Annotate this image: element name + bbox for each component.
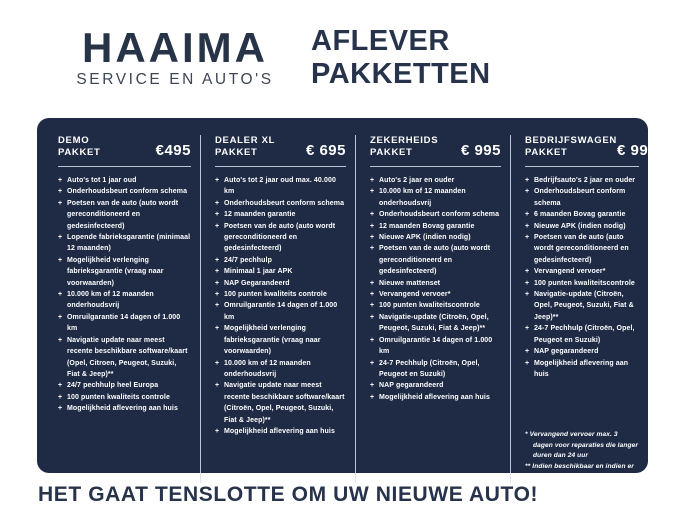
package-items	[370, 175, 501, 403]
package-item: + Nieuwe mattenset	[370, 278, 501, 289]
package-name-line1: ZEKERHEIDS	[370, 135, 439, 146]
page-title	[311, 25, 491, 91]
package-name-line2: PAKKET	[525, 147, 568, 158]
package-name-line1: DEALER XL	[215, 135, 276, 146]
package-item: + 100 punten kwaliteits controle	[58, 392, 191, 403]
package-items	[525, 175, 639, 380]
package-items	[58, 175, 191, 415]
package-name-line2: PAKKET	[58, 147, 101, 158]
package-column-demo	[37, 135, 200, 483]
package-header	[58, 135, 191, 167]
package-price: € 695	[305, 142, 346, 159]
package-item: + Mogelijkheid aflevering aan huis	[215, 426, 346, 437]
package-item: + Vervangend vervoer*	[370, 289, 501, 300]
package-name	[525, 135, 617, 159]
package-item: + Mogelijkheid aflevering aan huis	[370, 392, 501, 403]
package-item: + Omruilgarantie 14 dagen of 1.000 km	[370, 335, 501, 358]
haaima-logo	[60, 26, 290, 89]
package-item: + Poetsen van de auto (auto wordt gereconditioneerd en gedesinfecteerd)	[370, 243, 501, 277]
package-item: + Auto's 2 jaar en ouder	[370, 175, 501, 186]
package-item: + Navigatie update naar meest recente beschikbare software/kaart (Opel, Citroen, Peugeot, Suzuki, Fiat & Jeep)**	[58, 335, 191, 381]
package-column-bedrijfswagen	[510, 135, 658, 483]
package-item: + Navigatie-update (Citroën, Opel, Peugeot, Suzuki, Fiat & Jeep)**	[525, 289, 639, 323]
footnote-vervangend-vervoer: * Vervangend vervoer max. 3 dagen voor reparaties die langer duren dan 24 uur	[525, 431, 639, 460]
package-item: + Onderhoudsbeurt conform schema	[525, 186, 639, 209]
package-item: + Navigatie update naar meest recente beschikbare software/kaart (Citroën, Opel, Peugeot, Suzuki, Fiat & Jeep)**	[215, 380, 346, 426]
package-item: + Mogelijkheid aflevering aan huis	[58, 403, 191, 414]
package-item: + Mogelijkheid verlenging fabrieksgarantie (vraag naar voorwaarden)	[215, 323, 346, 357]
page-title-line1: AFLEVER	[311, 25, 450, 57]
package-header	[215, 135, 346, 167]
package-item: + Omruilgarantie 14 dagen of 1.000 km	[215, 300, 346, 323]
footnotes	[525, 430, 639, 483]
package-item: + Omruilgarantie 14 dagen of 1.000 km	[58, 312, 191, 335]
footnote-navigatie: ** Indien beschikbaar en indien er navigatie in de auto zit.	[525, 462, 634, 481]
packages-panel	[37, 118, 658, 481]
package-price: € 995	[616, 142, 658, 159]
package-item: + Auto's tot 2 jaar oud max. 40.000 km	[215, 175, 346, 198]
logo-subtitle: SERVICE EN AUTO'S	[76, 71, 274, 88]
package-header	[370, 135, 501, 167]
package-item: + 12 maanden garantie	[215, 209, 346, 220]
package-name-line1: DEMO	[58, 135, 90, 146]
package-item: + Nieuwe APK (indien nodig)	[525, 221, 639, 232]
package-item: + 24-7 Pechhulp (Citroën, Opel, Peugeot en Suzuki)	[525, 323, 639, 346]
package-item: + Bedrijfsauto's 2 jaar en ouder	[525, 175, 639, 186]
package-item: + NAP gegarandeerd	[370, 380, 501, 391]
package-name	[370, 135, 438, 159]
package-item: + 10.000 km of 12 maanden onderhoudsvrij	[370, 186, 501, 209]
package-item: + Onderhoudsbeurt conform schema	[370, 209, 501, 220]
package-item: + Mogelijkheid verlenging fabrieksgarantie (vraag naar voorwaarden)	[58, 255, 191, 289]
logo-title: HAAIMA	[82, 24, 268, 71]
package-name	[215, 135, 275, 159]
package-item: + 10.000 km of 12 maanden onderhoudsvrij	[58, 289, 191, 312]
package-header	[525, 135, 658, 167]
package-item: + NAP Gegarandeerd	[215, 278, 346, 289]
package-item: + Poetsen van de auto (auto wordt gereconditioneerd en gedesinfecteerd)	[525, 232, 639, 266]
package-item: + 100 punten kwaliteitscontrole	[370, 300, 501, 311]
package-item: + 12 maanden Bovag garantie	[370, 221, 501, 232]
package-item: + Minimaal 1 jaar APK	[215, 266, 346, 277]
package-price: € 995	[460, 142, 501, 159]
bottom-tagline: HET GAAT TENSLOTTE OM UW NIEUWE AUTO!	[38, 483, 539, 506]
package-column-zekerheids	[355, 135, 510, 483]
package-item: + 10.000 km of 12 maanden onderhoudsvrij	[215, 358, 346, 381]
package-name-line1: BEDRIJFSWAGEN	[525, 135, 617, 146]
package-price: €495	[155, 142, 191, 159]
page-title-line2: PAKKETTEN	[311, 58, 491, 90]
package-item: + Auto's tot 1 jaar oud	[58, 175, 191, 186]
package-items	[215, 175, 346, 437]
package-item: + Poetsen van de auto (auto wordt gereconditioneerd en gedesinfecteerd)	[215, 221, 346, 255]
package-item: + Navigatie-update (Citroën, Opel, Peugeot, Suzuki, Fiat & Jeep)**	[370, 312, 501, 335]
package-item: + 100 punten kwaliteits controle	[215, 289, 346, 300]
package-item: + Onderhoudsbeurt conform schema	[215, 198, 346, 209]
package-item: + Poetsen van de auto (auto wordt gereconditioneerd en gedesinfecteerd)	[58, 198, 191, 232]
package-item: + 24/7 pechhulp heel Europa	[58, 380, 191, 391]
package-name-line2: PAKKET	[370, 147, 413, 158]
package-item: + Onderhoudsbeurt conform schema	[58, 186, 191, 197]
package-name	[58, 135, 101, 159]
package-item: + 100 punten kwaliteitscontrole	[525, 278, 639, 289]
package-item: + 24-7 Pechhulp (Citroën, Opel, Peugeot en Suzuki)	[370, 358, 501, 381]
package-item: + 6 maanden Bovag garantie	[525, 209, 639, 220]
package-item: + 24/7 pechhulp	[215, 255, 346, 266]
package-name-line2: PAKKET	[215, 147, 258, 158]
package-column-dealer-xl	[200, 135, 355, 483]
package-item: + NAP gegarandeerd	[525, 346, 639, 357]
package-item: + Lopende fabrieksgarantie (minimaal 12 maanden)	[58, 232, 191, 255]
package-item: + Mogelijkheid aflevering aan huis	[525, 358, 639, 381]
package-item: + Nieuwe APK (indien nodig)	[370, 232, 501, 243]
package-item: + Vervangend vervoer*	[525, 266, 639, 277]
